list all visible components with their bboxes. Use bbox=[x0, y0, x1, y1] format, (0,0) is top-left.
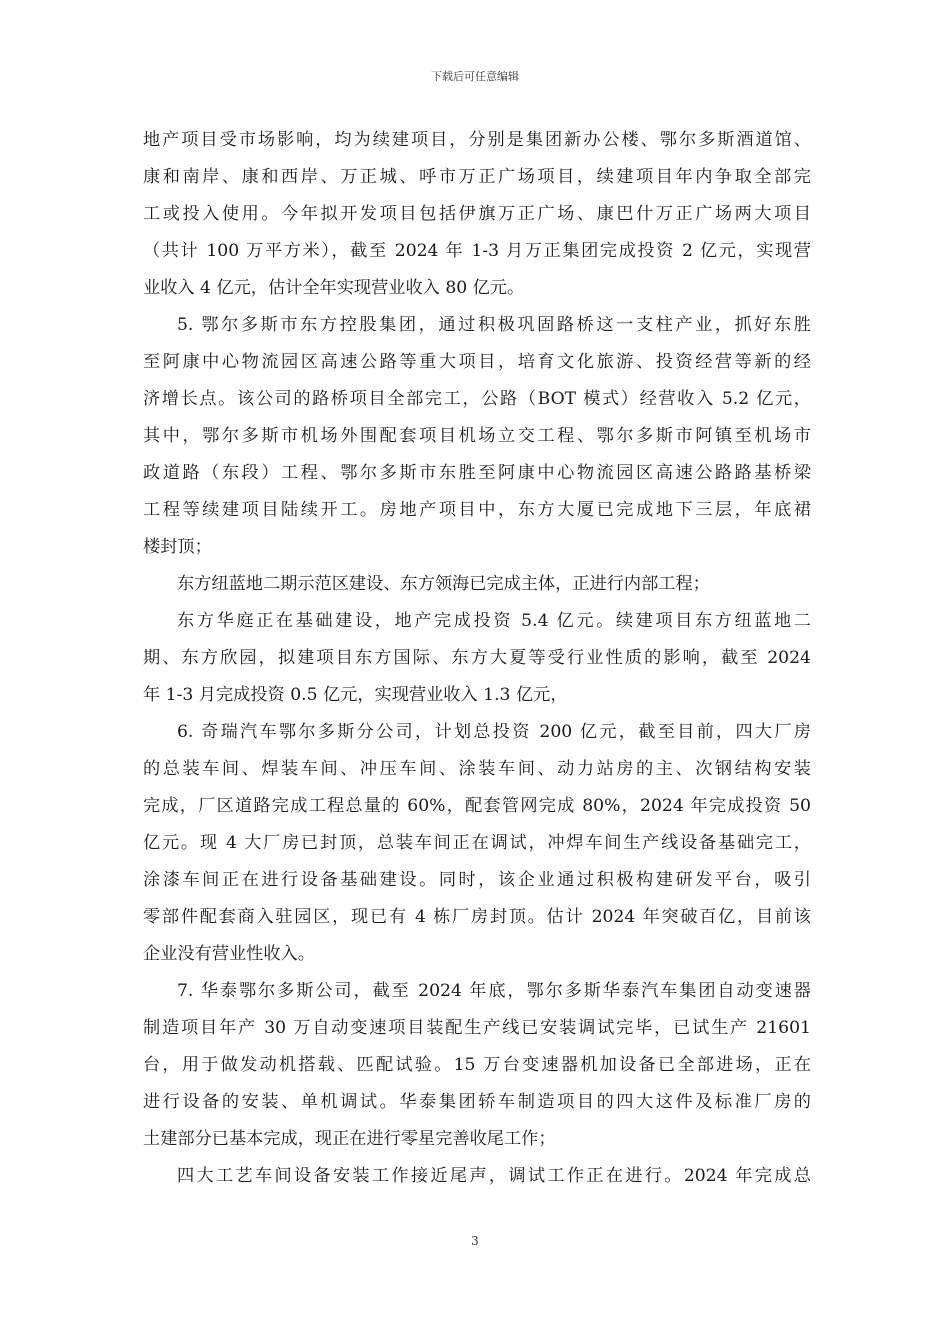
text-line: 工程等续建项目陆续开工。房地产项目中，东方大厦已完成地下三层，年底裙 bbox=[143, 500, 811, 520]
text-line: 其中，鄂尔多斯市机场外围配套项目机场立交工程、鄂尔多斯市阿镇至机场市 bbox=[143, 426, 811, 446]
page-header: 下载后可任意编辑 bbox=[431, 70, 519, 83]
page-number: 3 bbox=[471, 1234, 479, 1248]
text-line: 的总装车间、焊装车间、冲压车间、涂装车间、动力站房的主、次钢结构安装 bbox=[143, 759, 811, 779]
text-line: 工或投入使用。今年拟开发项目包括伊旗万正广场、康巴什万正广场两大项目 bbox=[143, 204, 811, 224]
text-line: 企业没有营业性收入。 bbox=[143, 944, 315, 964]
text-line: 济增长点。该公司的路桥项目全部完工，公路（BOT 模式）经营收入 5.2 亿元， bbox=[143, 389, 811, 409]
text-line: 东方华庭正在基础建设，地产完成投资 5.4 亿元。续建项目东方纽蓝地二 bbox=[177, 611, 811, 631]
text-line: 四大工艺车间设备安装工作接近尾声，调试工作正在进行。2024 年完成总 bbox=[177, 1166, 811, 1186]
text-line: 政道路（东段）工程、鄂尔多斯市东胜至阿康中心物流园区高速公路路基桥梁 bbox=[143, 463, 811, 483]
text-line: 零部件配套商入驻园区，现已有 4 栋厂房封顶。估计 2024 年突破百亿，目前该 bbox=[143, 907, 811, 927]
text-line: 东方纽蓝地二期示范区建设、东方领海已完成主体，正进行内部工程； bbox=[177, 574, 710, 594]
text-line: 楼封顶； bbox=[143, 537, 212, 557]
text-line: 7. 华泰鄂尔多斯公司，截至 2024 年底，鄂尔多斯华泰汽车集团自动变速器 bbox=[177, 981, 811, 1001]
text-line: 5. 鄂尔多斯市东方控股集团，通过积极巩固路桥这一支柱产业，抓好东胜 bbox=[177, 315, 811, 335]
text-line: 亿元。现 4 大厂房已封顶，总装车间正在调试，冲焊车间生产线设备基础完工， bbox=[143, 833, 811, 853]
text-line: （共计 100 万平方米），截至 2024 年 1-3 月万正集团完成投资 2 亿元，实现营 bbox=[143, 241, 811, 261]
text-line: 完成，厂区道路完成工程总量的 60%，配套管网完成 80%，2024 年完成投资 50 bbox=[143, 796, 811, 816]
text-line: 进行设备的安装、单机调试。华泰集团轿车制造项目的四大这件及标准厂房的 bbox=[143, 1092, 811, 1112]
text-line: 业收入 4 亿元，估计全年实现营业收入 80 亿元。 bbox=[143, 278, 525, 298]
text-line: 年 1-3 月完成投资 0.5 亿元，实现营业收入 1.3 亿元， bbox=[143, 685, 568, 705]
document-body bbox=[143, 122, 811, 1195]
text-line: 6. 奇瑞汽车鄂尔多斯分公司，计划总投资 200 亿元，截至目前，四大厂房 bbox=[177, 722, 811, 742]
text-line: 地产项目受市场影响，均为续建项目，分别是集团新办公楼、鄂尔多斯酒道馆、 bbox=[143, 130, 811, 150]
text-line: 台，用于做发动机搭载、匹配试验。15 万台变速器机加设备已全部进场，正在 bbox=[143, 1055, 811, 1075]
text-line: 制造项目年产 30 万自动变速项目装配生产线已安装调试完毕，已试生产 21601 bbox=[143, 1018, 811, 1038]
text-line: 涂漆车间正在进行设备基础建设。同时，该企业通过积极构建研发平台，吸引 bbox=[143, 870, 811, 890]
text-line: 土建部分已基本完成，现正在进行零星完善收尾工作； bbox=[143, 1129, 556, 1149]
text-line: 康和南岸、康和西岸、万正城、呼市万正广场项目，续建项目年内争取全部完 bbox=[143, 167, 811, 187]
text-line: 期、东方欣园，拟建项目东方国际、东方大夏等受行业性质的影响，截至 2024 bbox=[143, 648, 811, 668]
text-line: 至阿康中心物流园区高速公路等重大项目，培育文化旅游、投资经营等新的经 bbox=[143, 352, 811, 372]
